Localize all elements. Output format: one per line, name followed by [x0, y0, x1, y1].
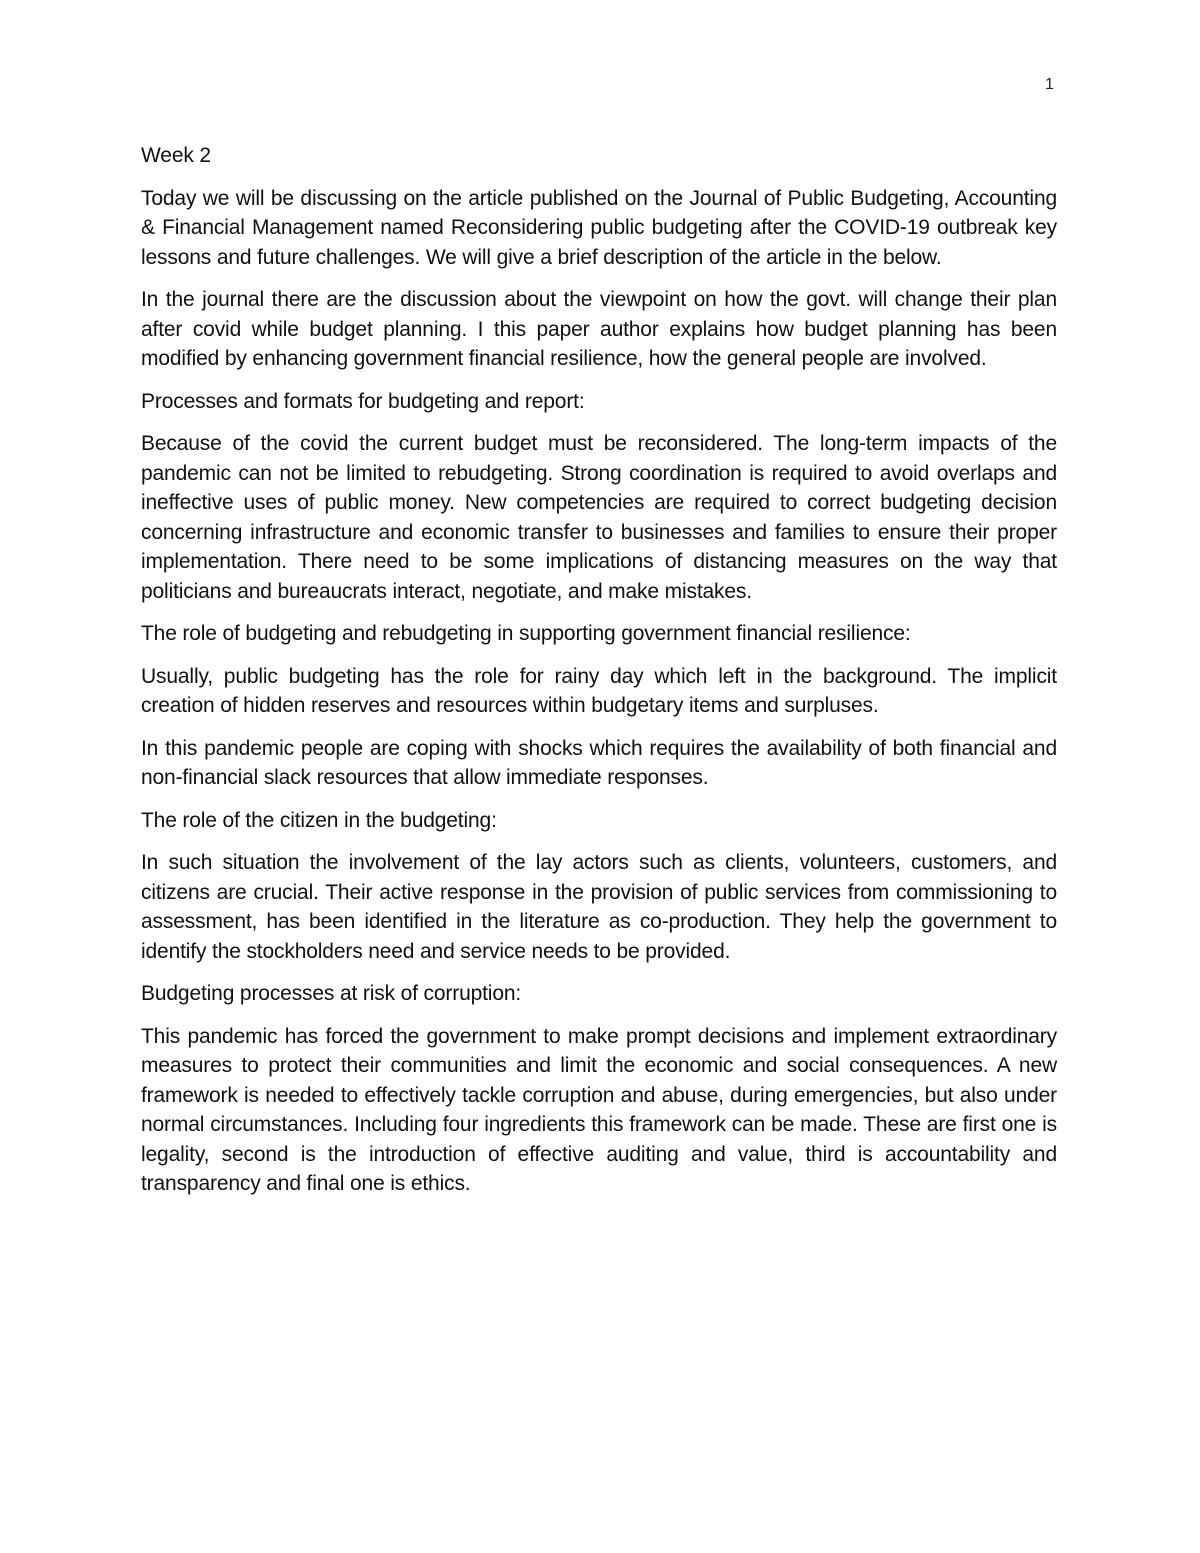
document-body [141, 141, 1057, 1212]
paragraph-corruption: This pandemic has forced the government to make prompt decisions and implement extraordinary measures to protect their communities and limit the economic and social consequences. A new framework is needed to effectively tackle corruption and abuse, during emergencies, but also under normal circumstances. Including four ingredients this framework can be made. These are first one is legality, second is the introduction of effective auditing and value, third is accountability and transparency and final one is ethics. [141, 1024, 1057, 1195]
paragraph-processes: Because of the covid the current budget must be reconsidered. The long-term impacts of the pandemic can not be limited to rebudgeting. Strong coordination is required to avoid overlaps and ineffective uses of public money. New competencies are required to correct budgeting decision concerning infrastructure and economic transfer to businesses and families to ensure their proper implementation. There need to be some implications of distancing measures on the way that politicians and bureaucrats interact, negotiate, and make mistakes. [141, 432, 1057, 603]
section-heading-citizen: The role of the citizen in the budgeting: [141, 808, 497, 832]
paragraph-intro: Today we will be discussing on the article published on the Journal of Public Budgeting, Accounting & Financial Management named Reconsidering public budgeting after the COVID-19 outbreak key lessons and future challenges. We will give a brief description of the article in the below. [141, 186, 1057, 269]
paragraph-citizen: In such situation the involvement of the lay actors such as clients, volunteers, customers, and citizens are crucial. Their active response in the provision of public services from commissioning to assessment, has been identified in the literature as co-production. They help the government to identify the stockholders need and service needs to be provided. [141, 851, 1057, 963]
section-heading-processes: Processes and formats for budgeting and report: [141, 389, 585, 413]
page-number: 1 [1045, 76, 1054, 93]
paragraph-resilience-2: In this pandemic people are coping with shocks which requires the availability of both financial and non-financial slack resources that allow immediate responses. [141, 736, 1057, 789]
section-heading-corruption: Budgeting processes at risk of corruption: [141, 982, 522, 1005]
section-heading-resilience: The role of budgeting and rebudgeting in supporting government financial resilience: [141, 622, 911, 645]
paragraph-resilience-1: Usually, public budgeting has the role for rainy day which left in the background. The implicit creation of hidden reserves and resources within budgetary items and surpluses. [141, 664, 1057, 717]
document-title: Week 2 [141, 144, 211, 167]
paragraph-journal-overview: In the journal there are the discussion about the viewpoint on how the govt. will change their plan after covid while budget planning. I this paper author explains how budget planning has been modified by enhancing government financial resilience, how the general people are involved. [141, 288, 1057, 370]
